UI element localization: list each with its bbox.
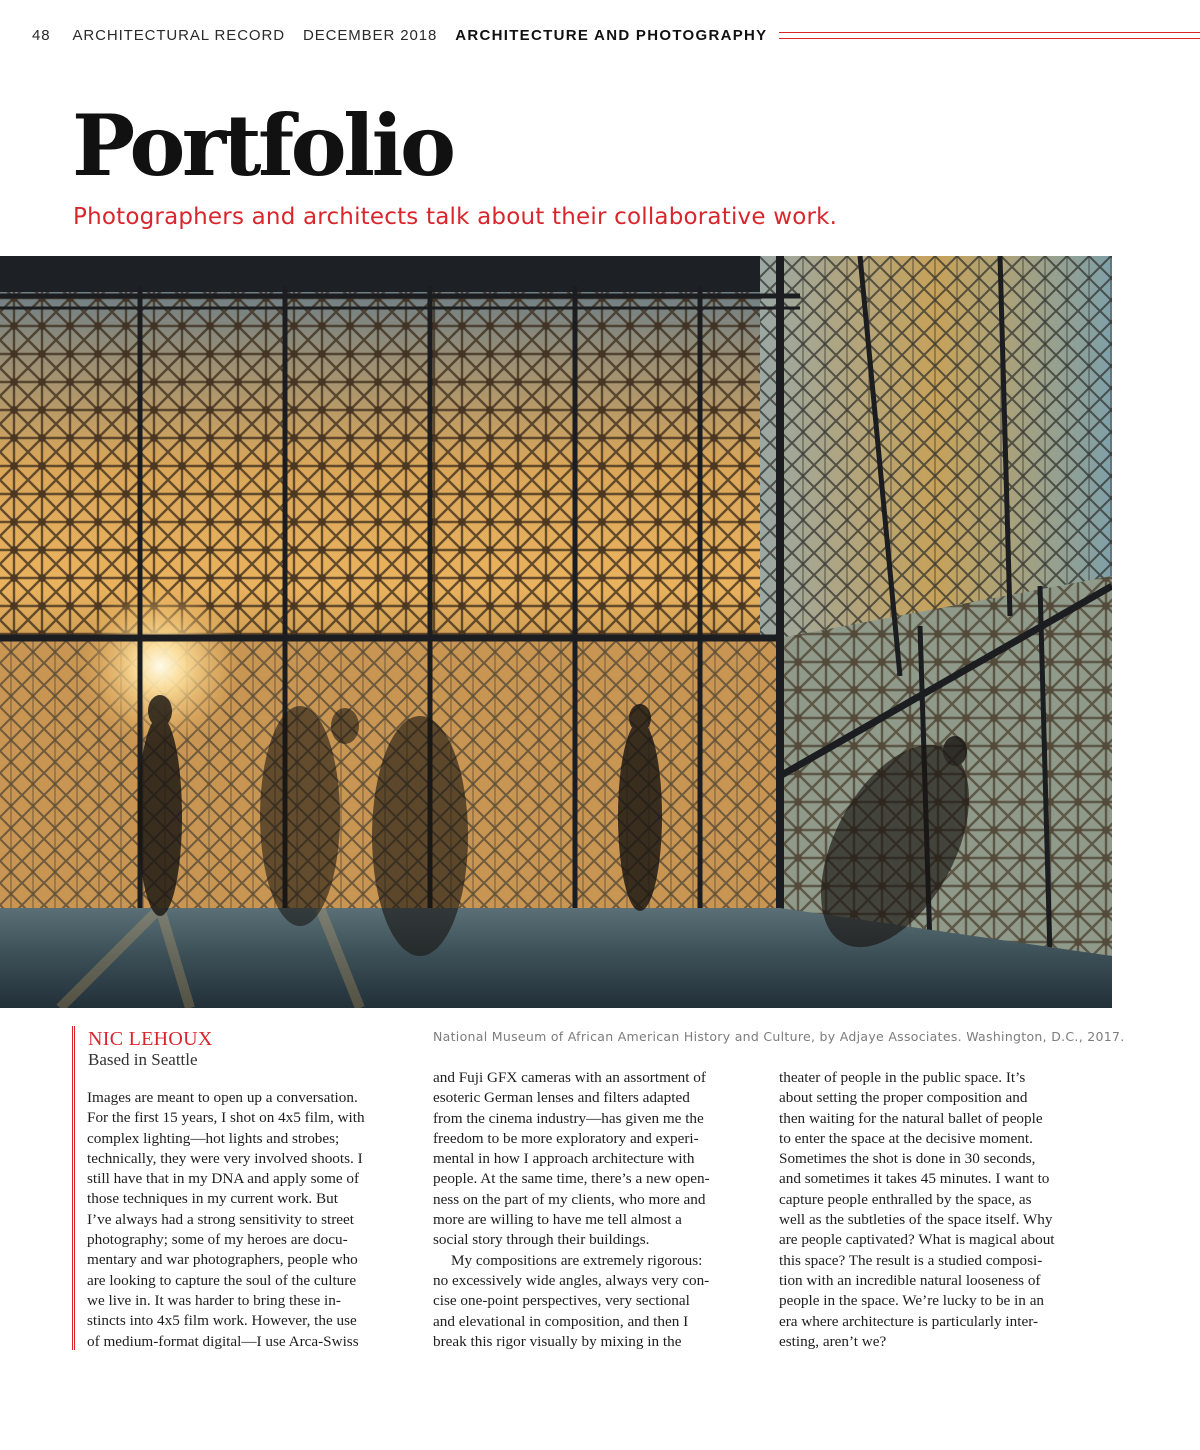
body-line: esting, aren’t we? (779, 1332, 887, 1350)
body-line: My compositions are extremely rigorous: (451, 1251, 703, 1269)
body-column-1 (87, 1088, 413, 1352)
body-line: I’ve always had a strong sensitivity to street (87, 1210, 354, 1228)
body-line: then waiting for the natural ballet of people (779, 1109, 1043, 1127)
body-line: mentary and war photographers, people who (87, 1251, 358, 1269)
body-line: esoteric German lenses and filters adapted (433, 1089, 690, 1107)
body-line: and elevational in composition, and then I (433, 1312, 689, 1330)
body-line: theater of people in the public space. It’s (779, 1069, 1026, 1086)
body-line: Sometimes the shot is done in 30 seconds, (779, 1150, 1036, 1168)
body-line: we live in. It was harder to bring these in- (87, 1291, 341, 1309)
body-line: Images are meant to open up a conversation. (87, 1089, 358, 1106)
museum-interior-photo (0, 256, 1112, 1008)
running-header (32, 24, 1200, 46)
body-line: technically, they were very involved shoots. I (87, 1149, 363, 1167)
page-title: Portfolio (72, 96, 453, 195)
photographer-name: NIC LEHOUX (88, 1028, 213, 1050)
page-number: 48 (32, 26, 51, 44)
section-name: ARCHITECTURE AND PHOTOGRAPHY (455, 26, 768, 44)
body-line: capture people enthralled by the space, as (779, 1190, 1032, 1208)
feature-photo (0, 256, 1112, 1008)
body-line: those techniques in my current work. But (87, 1190, 338, 1208)
body-line: photography; some of my heroes are docu- (87, 1231, 348, 1249)
body-line: people. At the same time, there’s a new open- (433, 1170, 710, 1188)
body-line: ness on the part of my clients, who more and (433, 1190, 706, 1208)
publication-name: ARCHITECTURAL RECORD (72, 26, 285, 44)
body-line: from the cinema industry—has given me the (433, 1109, 704, 1127)
body-line: of medium-format digital—I use Arca-Swiss (87, 1332, 359, 1350)
body-line: to enter the space at the decisive moment. (779, 1129, 1033, 1147)
body-line: cise one-point perspectives, very sectional (433, 1292, 690, 1310)
body-line: more are willing to have me tell almost a (433, 1211, 682, 1229)
body-line: complex lighting—hot lights and strobes; (87, 1129, 340, 1147)
body-line: era where architecture is particularly inter- (779, 1312, 1039, 1330)
body-line: For the first 15 years, I shot on 4x5 film, with (87, 1109, 365, 1127)
body-line: break this rigor visually by mixing in the (433, 1332, 682, 1350)
body-line: and sometimes it takes 45 minutes. I want to (779, 1170, 1050, 1188)
body-line: about setting the proper composition and (779, 1089, 1028, 1107)
body-line: mental in how I approach architecture with (433, 1150, 695, 1168)
body-line: are looking to capture the soul of the culture (87, 1271, 357, 1289)
body-line: this space? The result is a studied composi- (779, 1251, 1043, 1269)
body-line: and Fuji GFX cameras with an assortment of (433, 1069, 706, 1086)
photo-caption: National Museum of African American History and Culture, by Adjaye Associates. Washington, D.C., 2017. (433, 1029, 1125, 1044)
body-line: stincts into 4x5 film work. However, the use (87, 1312, 357, 1330)
issue-date: DECEMBER 2018 (302, 26, 438, 44)
body-column-3 (779, 1068, 1105, 1352)
photographer-location: Based in Seattle (88, 1050, 198, 1069)
deck-subtitle: Photographers and architects talk about their collaborative work. (73, 204, 838, 230)
body-line: people in the space. We’re lucky to be in an (779, 1292, 1045, 1310)
body-line: tion with an incredible natural looseness of (779, 1271, 1041, 1289)
body-line: well as the subtleties of the space itself. Why (779, 1211, 1053, 1229)
header-rule (779, 32, 1200, 39)
body-line: still have that in my DNA and apply some of (87, 1170, 360, 1188)
body-line: no excessively wide angles, always very con- (433, 1271, 710, 1289)
body-line: social story through their buildings. (433, 1231, 650, 1249)
body-column-2 (433, 1068, 759, 1352)
body-line: are people captivated? What is magical about (779, 1231, 1055, 1249)
body-line: freedom to be more exploratory and experi- (433, 1129, 699, 1147)
